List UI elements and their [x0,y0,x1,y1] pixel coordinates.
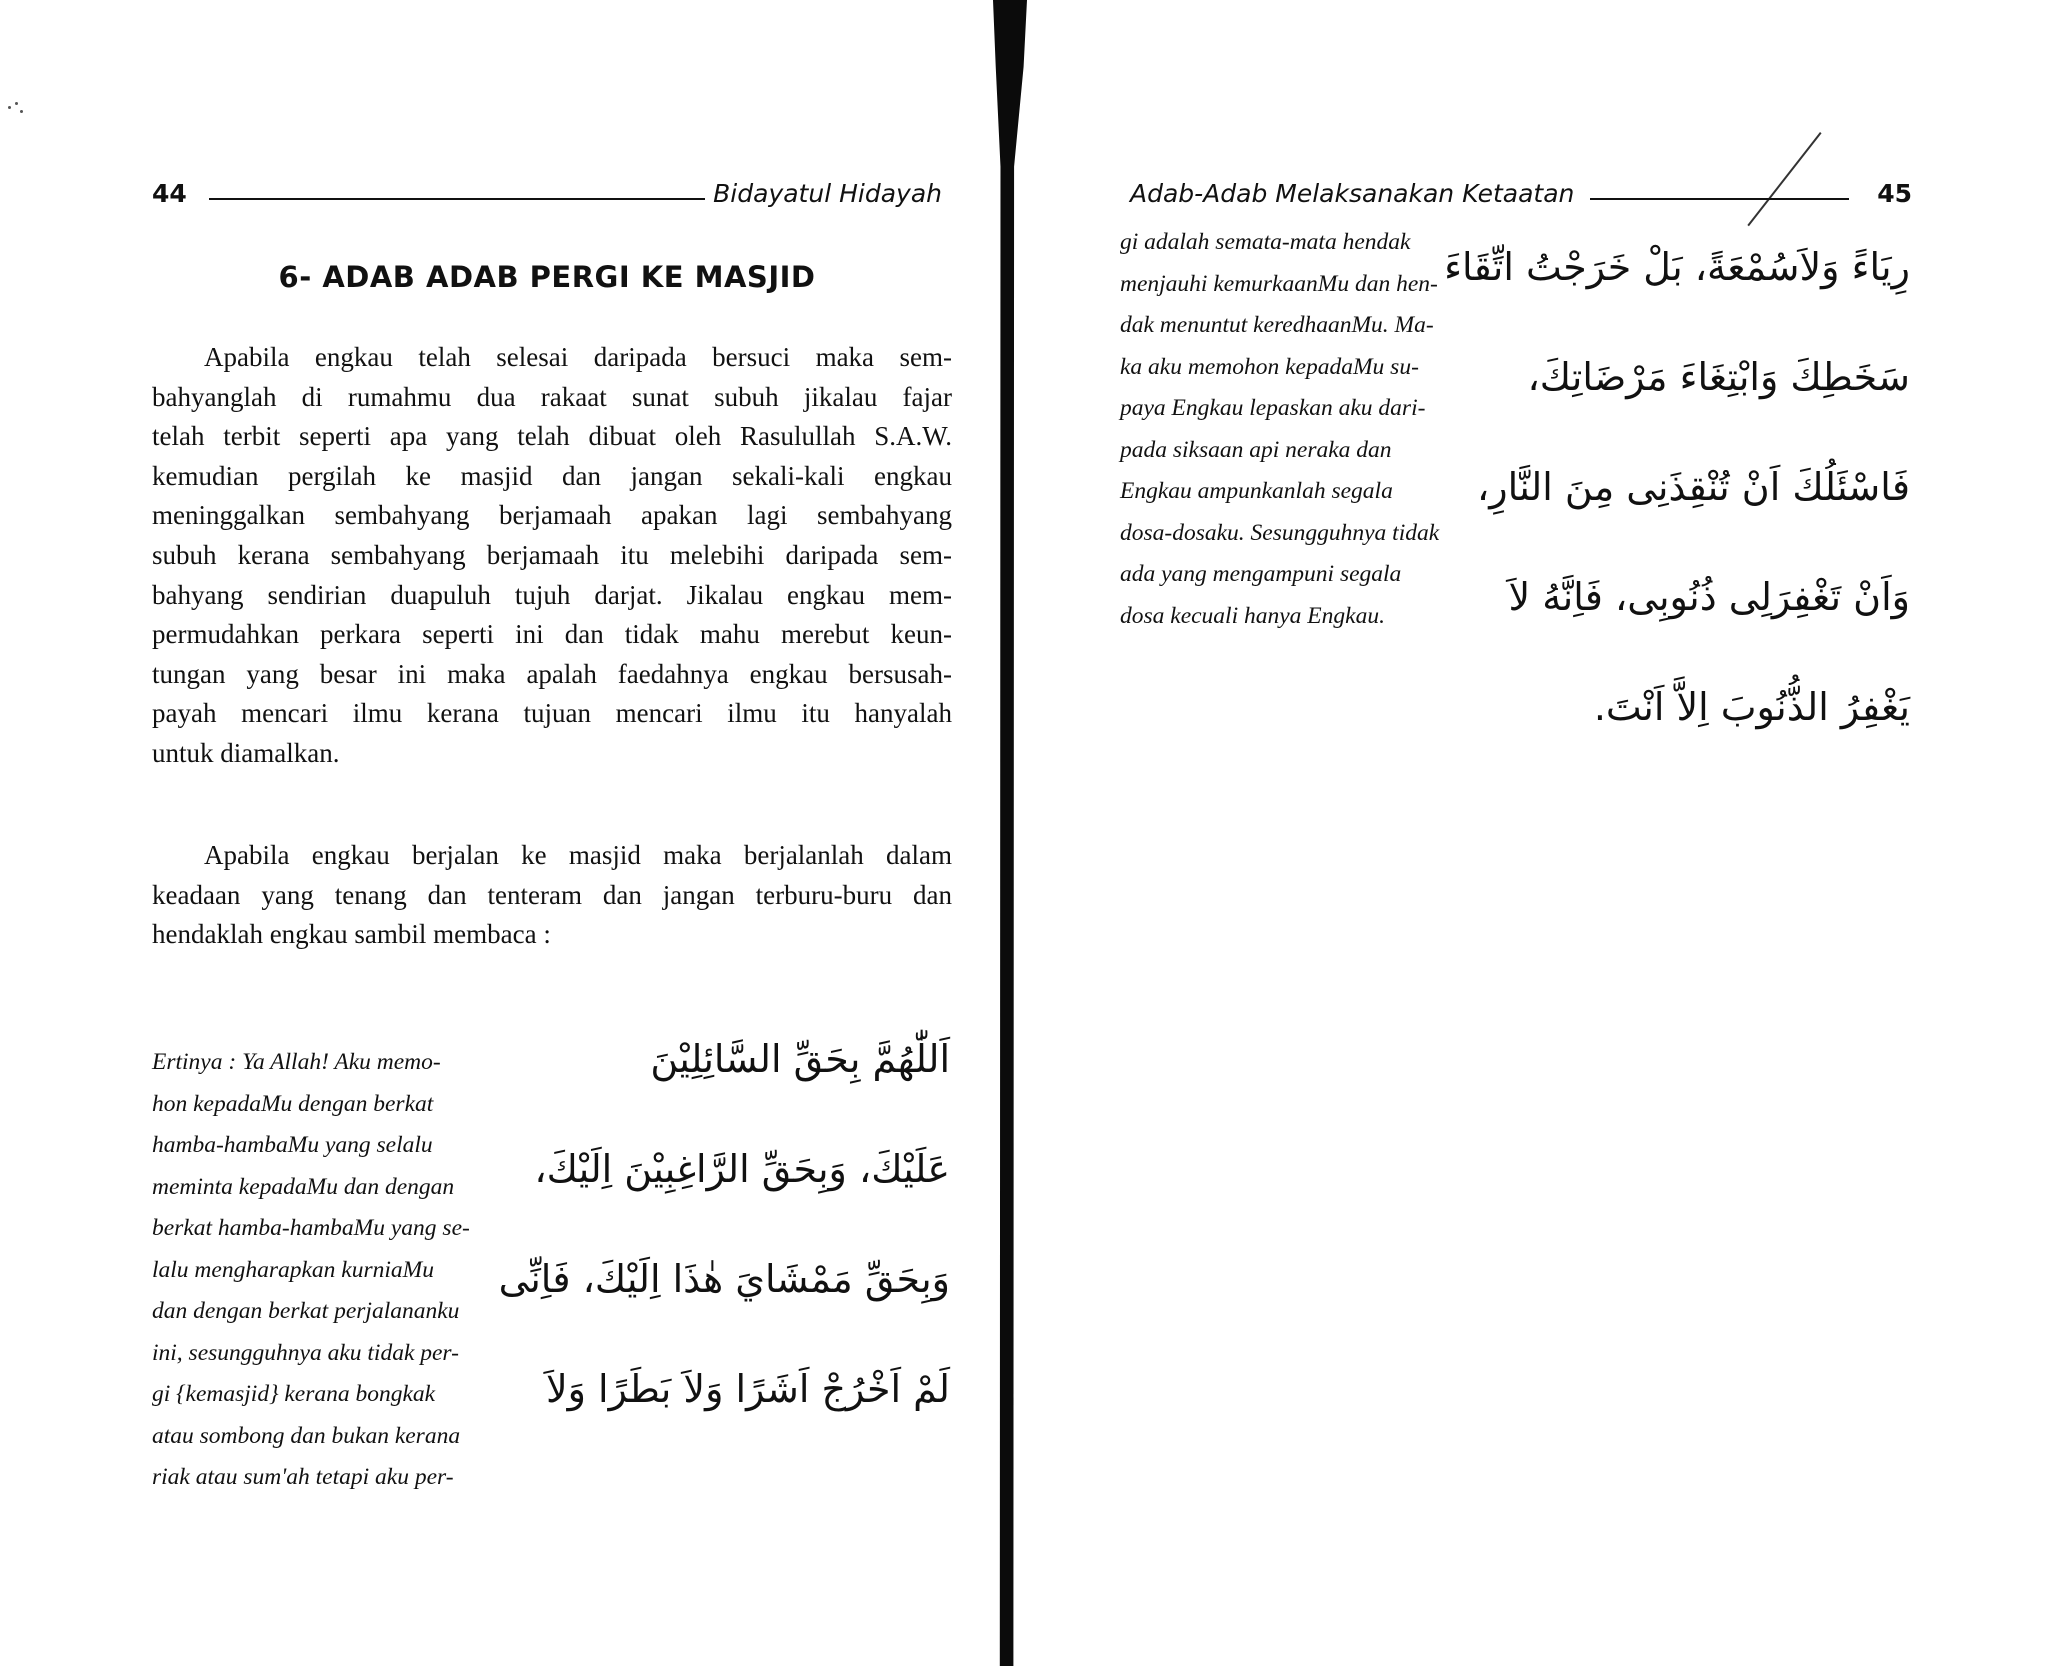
paragraph-line: bahyanglah di rumahmu dua rakaat sunat subuh jikalau fajar [152,381,952,412]
right-running-title: Adab-Adab Melaksanakan Ketaatan [1130,179,1575,208]
paragraph-line: meninggalkan sembahyang berjamaah apakan lagi sembahyang [152,500,952,531]
translation-line: Ertinya : Ya Allah! Aku memo- [152,1049,441,1075]
section-title: 6- ADAB ADAB PERGI KE MASJID [278,260,816,294]
translation-line: lalu mengharapkan kurniaMu [152,1256,434,1283]
arabic-line: رِيَاءً وَلاَسُمْعَةً، بَلْ خَرَجْتُ اتِّقَاءَ [1444,245,1910,289]
translation-line: riak atau sum'ah tetapi aku per- [152,1464,454,1490]
left-running-title: Bidayatul Hidayah [713,179,942,208]
translation-line: hamba-hambaMu yang selalu [152,1132,433,1158]
header-rule [209,198,705,200]
paragraph-line: tungan yang besar ini maka apalah faedahnya engkau bersusah- [152,658,952,689]
translation-line: ada yang mengampuni segala [1120,561,1402,587]
translation-line: gi {kemasjid} kerana bongkak [152,1381,436,1407]
arabic-line: لَمْ اَخْرُجْ اَشَرًا وَلاَ بَطَرًا وَلاَ [545,1367,950,1411]
arabic-line: يَغْفِرُ الذُّنُوبَ اِلاَّ اَنْتَ. [1593,685,1910,729]
left-translation [152,1042,532,1499]
arabic-line: وَاَنْ تَغْفِرَلِى ذُنُوبِى، فَاِنَّهُ لاَ [1508,575,1910,619]
paragraph-line: subuh kerana sembahyang berjamaah itu melebihi daripada sem- [152,539,952,570]
arabic-line: عَلَيْكَ، وَبِحَقِّ الرَّاغِبِيْنَ اِلَيْكَ، [534,1147,950,1191]
header-rule [1590,198,1849,200]
translation-line: pada siksaan api neraka dan [1120,436,1392,463]
translation-line: dosa-dosaku. Sesungguhnya tidak [1120,519,1440,546]
right-translation [1120,222,1500,637]
translation-line: meminta kepadaMu dan dengan [152,1173,455,1200]
paragraph-line: payah mencari ilmu kerana tujuan mencari ilmu itu hanyalah [152,698,952,729]
arabic-line: وَبِحَقِّ مَمْشَايَ هٰذَا اِلَيْكَ، فَاِنِّى [498,1257,950,1301]
translation-line: menjauhi kemurkaanMu dan hen- [1120,270,1438,297]
paragraph-line: kemudian pergilah ke masjid dan jangan sekali-kali engkau [152,460,952,491]
translation-line: berkat hamba-hambaMu yang se- [152,1215,470,1241]
translation-line: ka aku memohon kepadaMu su- [1120,353,1419,380]
paragraph-line: hendaklah engkau sambil membaca : [152,919,551,950]
arabic-line: فَاسْئَلُكَ اَنْ تُنْقِذَنِى مِنَ النَّارِ، [1477,465,1910,509]
arabic-line: اَللّٰهُمَّ بِحَقِّ السَّائِلِيْنَ [650,1037,950,1081]
translation-line: gi adalah semata-mata hendak [1120,229,1411,255]
paragraph-line: keadaan yang tenang dan tenteram dan jangan terburu-buru dan [152,879,952,910]
paragraph-line: permudahkan perkara seperti ini dan tidak mahu merebut keun- [152,619,952,650]
left-arabic-prayer [498,1037,950,1500]
right-page-number: 45 [1877,179,1912,208]
paragraph-line: Apabila engkau berjalan ke masjid maka berjalanlah dalam [204,840,952,870]
paragraph-line: Apabila engkau telah selesai daripada bersuci maka sem- [204,342,952,372]
left-page [0,0,1000,1666]
left-page-number: 44 [152,179,187,208]
translation-line: paya Engkau lepaskan aku dari- [1120,395,1426,421]
paragraph-line: bahyang sendirian duapuluh tujuh darjat. Jikalau engkau mem- [152,579,952,610]
paragraph-line: untuk diamalkan. [152,737,340,768]
paragraph-1 [152,338,952,774]
translation-line: dan dengan berkat perjalananku [152,1298,460,1324]
right-running-header [1130,168,1912,208]
translation-line: ini, sesungguhnya aku tidak per- [152,1339,459,1366]
paragraph-line: telah terbit seperti apa yang telah dibuat oleh Rasulullah S.A.W. [152,421,952,452]
arabic-line: سَخَطِكَ وَابْتِغَاءَ مَرْضَاتِكَ، [1527,355,1910,399]
translation-line: dosa kecuali hanya Engkau. [1120,602,1385,629]
right-arabic-prayer [1444,245,1910,768]
translation-line: Engkau ampunkanlah segala [1120,478,1393,504]
paragraph-2 [152,836,952,955]
translation-line: hon kepadaMu dengan berkat [152,1090,434,1117]
translation-line: atau sombong dan bukan kerana [152,1422,461,1449]
translation-line: dak menuntut keredhaanMu. Ma- [1120,312,1434,338]
left-running-header [152,168,942,208]
